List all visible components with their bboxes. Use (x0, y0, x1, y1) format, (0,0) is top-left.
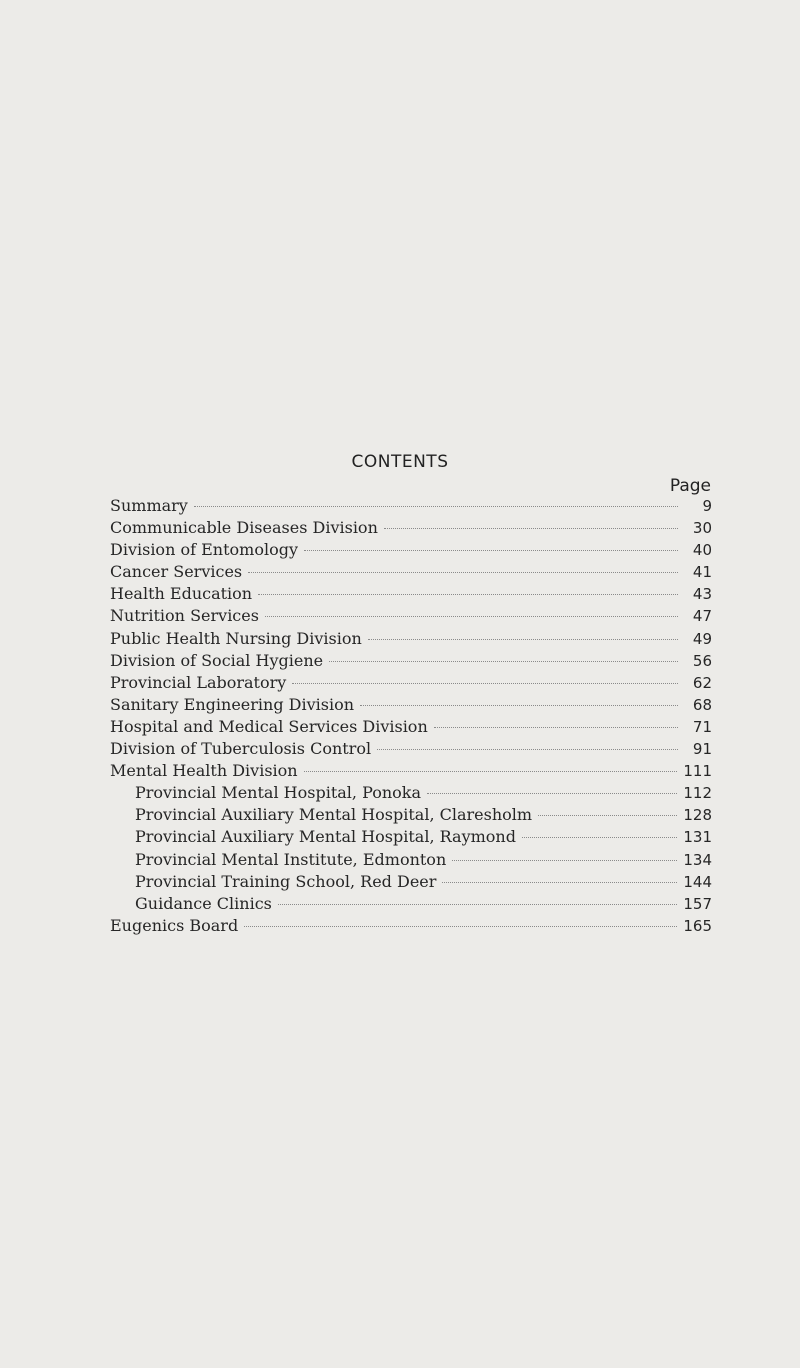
toc-entry (110, 583, 712, 605)
toc-entry-title: Provincial Mental Institute, Edmonton (135, 849, 447, 869)
toc-entry-title: Hospital and Medical Services Division (110, 716, 428, 736)
toc-entry (110, 694, 712, 716)
toc-entry-page: 9 (702, 497, 712, 515)
toc-entry-title: Public Health Nursing Division (110, 628, 362, 648)
dot-leader (265, 616, 678, 617)
dot-leader (434, 727, 678, 728)
toc-entry-page: 144 (683, 872, 712, 891)
dot-leader (278, 904, 677, 905)
toc-sub-entry (110, 826, 712, 848)
toc-entry-page: 62 (692, 673, 712, 692)
toc-entry-page: 111 (683, 762, 712, 781)
toc-entry-title: Cancer Services (110, 562, 243, 582)
table-of-contents (110, 495, 712, 937)
dot-leader (292, 683, 678, 684)
toc-entry-page: 91 (692, 740, 712, 759)
dot-leader (384, 528, 678, 529)
dot-leader (522, 837, 677, 838)
toc-entry (110, 760, 712, 782)
dot-leader (360, 705, 678, 706)
dot-leader (538, 815, 677, 816)
toc-entry-title: Eugenics Board (110, 915, 239, 935)
toc-entry-title: Guidance Clinics (135, 893, 272, 913)
toc-entry (110, 716, 712, 738)
toc-entry-page: 43 (692, 585, 712, 604)
toc-entry-page: 68 (692, 695, 712, 714)
dot-leader (244, 926, 677, 927)
toc-entry-page: 131 (683, 828, 712, 847)
toc-entry-title: Health Education (110, 584, 253, 604)
dot-leader (304, 550, 678, 551)
toc-entry-title: Provincial Auxiliary Mental Hospital, Raymond (135, 827, 516, 847)
dot-leader (248, 572, 678, 573)
toc-entry (110, 672, 712, 694)
dot-leader (452, 860, 677, 861)
toc-entry-page: 56 (692, 651, 712, 670)
toc-entry (110, 539, 712, 561)
toc-sub-entry (110, 782, 712, 804)
toc-entry-title: Communicable Diseases Division (110, 518, 378, 538)
toc-entry-page: 30 (692, 519, 712, 538)
toc-entry-title: Sanitary Engineering Division (110, 694, 355, 714)
toc-entry-title: Provincial Laboratory (110, 672, 287, 692)
toc-sub-entry (110, 893, 712, 915)
dot-leader (194, 506, 678, 507)
toc-entry-page: 47 (692, 607, 712, 626)
toc-entry-title: Provincial Training School, Red Deer (135, 871, 437, 891)
toc-entry-title: Mental Health Division (110, 761, 298, 781)
toc-entry (110, 561, 712, 583)
toc-sub-entry (110, 804, 712, 826)
dot-leader (329, 661, 678, 662)
toc-entry-page: 41 (692, 563, 712, 582)
toc-entry-page: 71 (692, 717, 712, 736)
toc-entry (110, 650, 712, 672)
toc-entry-title: Division of Tuberculosis Control (110, 739, 372, 759)
dot-leader (442, 882, 677, 883)
dot-leader (258, 594, 678, 595)
toc-entry-title: Nutrition Services (110, 606, 259, 626)
toc-entry-page: 165 (683, 916, 712, 935)
toc-entry (110, 915, 712, 937)
toc-sub-entry (110, 871, 712, 893)
toc-entry-title: Division of Social Hygiene (110, 650, 324, 670)
toc-entry (110, 628, 712, 650)
toc-entry-page: 40 (692, 541, 712, 560)
page-column-label: Page (669, 476, 711, 496)
toc-entry-page: 112 (683, 784, 712, 803)
toc-entry (110, 605, 712, 627)
dot-leader (427, 793, 677, 794)
toc-entry-page: 49 (692, 629, 712, 648)
dot-leader (368, 639, 678, 640)
toc-entry-page: 128 (683, 806, 712, 825)
toc-entry-title: Provincial Mental Hospital, Ponoka (135, 783, 421, 803)
dot-leader (304, 771, 678, 772)
toc-entry (110, 495, 712, 517)
page-title: CONTENTS (351, 452, 449, 472)
toc-entry-title: Division of Entomology (110, 540, 298, 560)
toc-sub-entry (110, 849, 712, 871)
toc-entry (110, 738, 712, 760)
toc-entry-page: 157 (683, 894, 712, 913)
dot-leader (377, 749, 678, 750)
toc-entry (110, 517, 712, 539)
toc-entry-title: Summary (110, 496, 188, 515)
toc-entry-page: 134 (683, 850, 712, 869)
toc-entry-title: Provincial Auxiliary Mental Hospital, Claresholm (135, 805, 533, 825)
